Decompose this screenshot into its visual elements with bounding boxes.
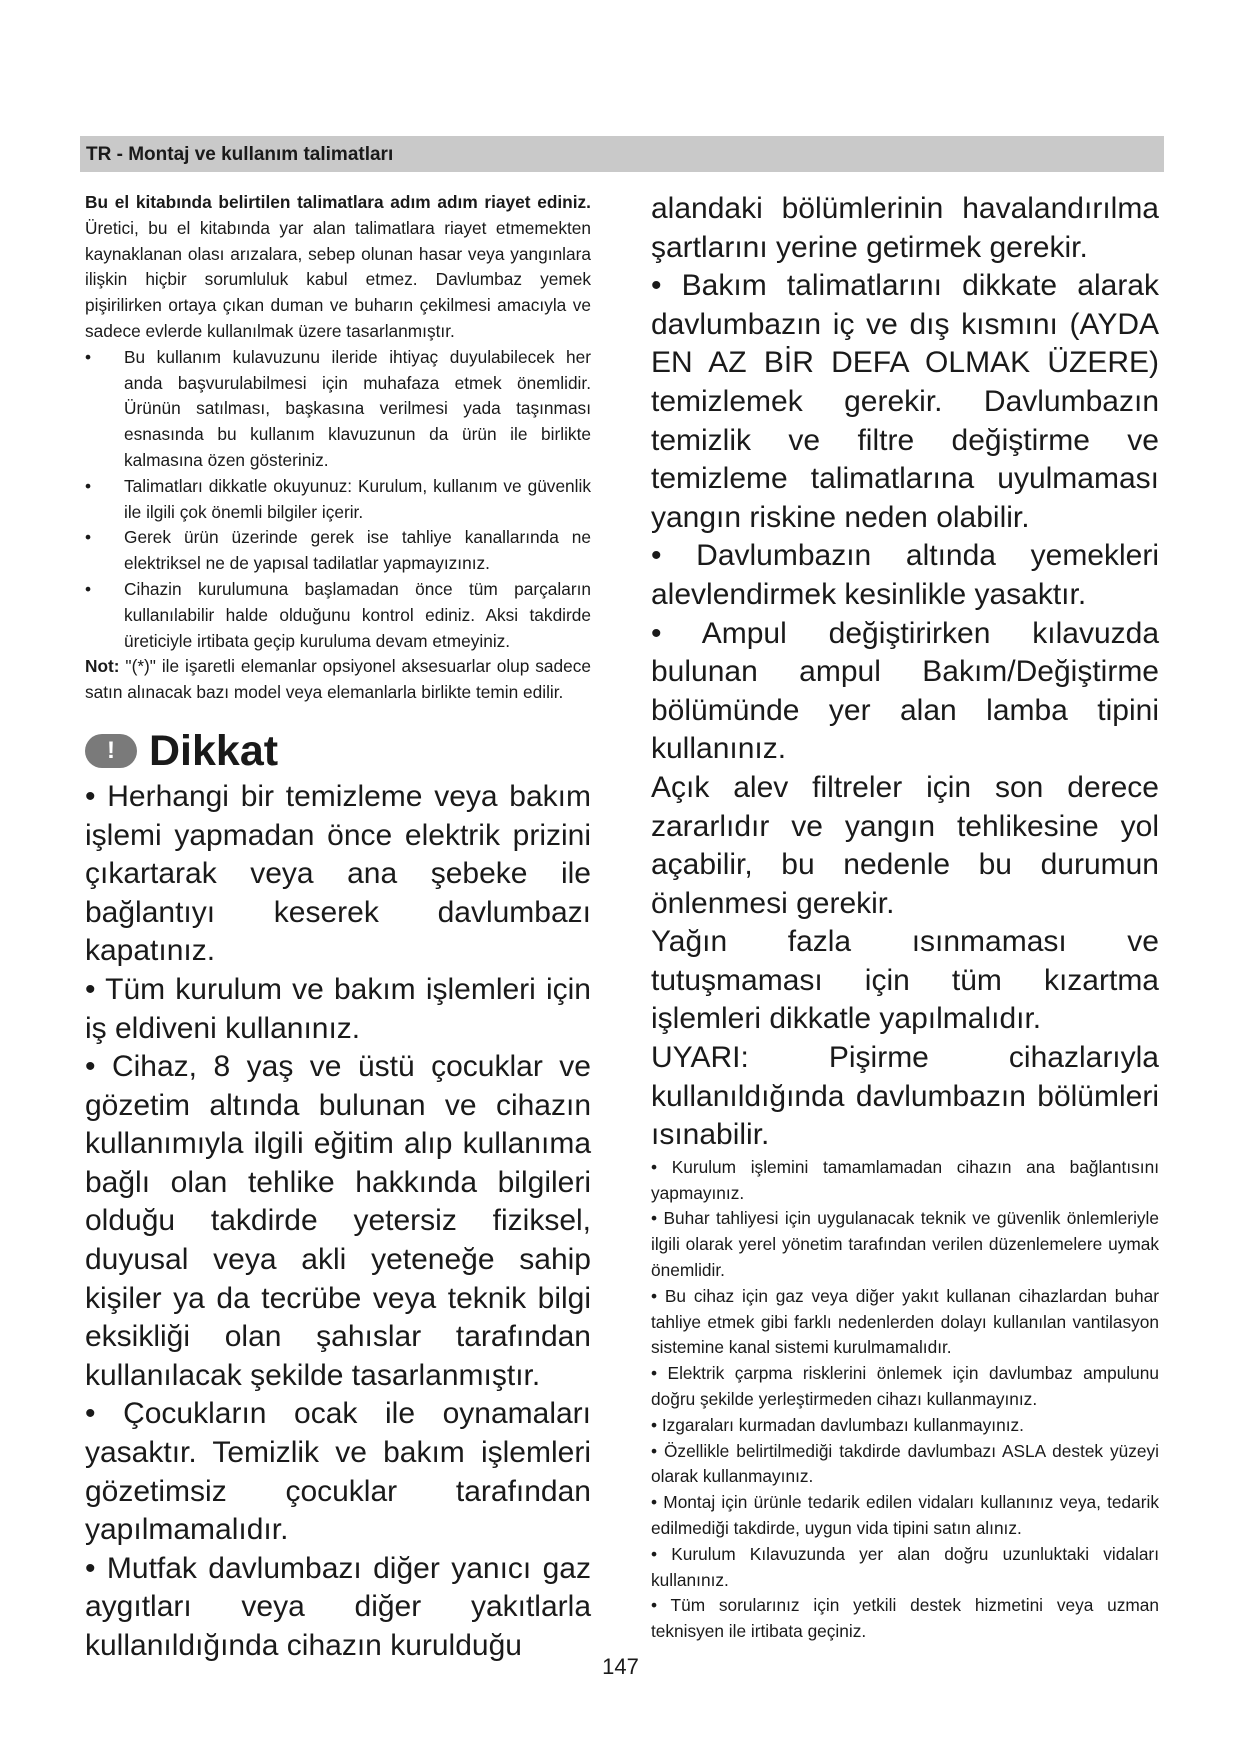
warning-paragraph: alandaki bölümlerinin havalandırılma şartlarını yerine getirmek gerekir. [651,192,1159,264]
warning-heading [85,724,591,778]
warning-paragraph: • Mutfak davlumbazı diğer yanıcı gaz aygıtları veya diğer yakıtlarla kullanıldığında cihazın kurulduğu [85,1551,591,1662]
right-column [651,190,1159,1645]
warning-paragraph: • Çocukların ocak ile oynamaları yasaktır. Temizlik ve bakım işlemleri gözetimsiz çocuklar tarafından yapılmamalıdır. [85,1397,591,1547]
safety-item: • Kurulum işlemini tamamlamadan cihazın ana bağlantısını yapmayınız. [651,1156,1159,1203]
safety-item: • Tüm sorularınız için yetkili destek hizmetini veya uzman teknisyen ile irtibata geçiniz. [651,1595,1159,1642]
note-label: Not: [85,656,120,677]
warning-paragraph: • Tüm kurulum ve bakım işlemleri için iş eldiveni kullanınız. [85,972,591,1045]
warning-paragraph: • Bakım talimatlarını dikkate alarak davlumbazın iç ve dış kısmını (AYDA EN AZ BİR DEFA OLMAK ÜZERE) temizlemek gerekir. Davlumbazın temizlik ve filtre değiştirme ve temizleme talimatlarına uyulmaması yangın riskine neden olabilir. [651,269,1159,534]
warning-paragraph: • Herhangi bir temizleme veya bakım işlemi yapmadan önce elektrik prizini çıkartarak veya ana şebeke ile bağlantıyı keserek davlumbazı kapatınız. [85,779,591,968]
section-header [80,136,1164,172]
list-item: • Talimatları dikkatle okuyunuz: Kurulum, kullanım ve güvenlik ile ilgili çok önemli bilgiler içerir. [85,475,591,522]
left-column [85,190,591,1666]
intro-paragraph [85,190,591,345]
warning-paragraph: UYARI: Pişirme cihazlarıyla kullanıldığında davlumbazın bölümleri ısınabilir. [651,1041,1159,1152]
warning-icon: ! [85,734,137,768]
safety-item: • Buhar tahliyesi için uygulanacak teknik ve güvenlik önlemleriyle ilgili olarak yerel yönetim tarafından verilen düzenlemelere uymak önemlidir. [651,1208,1159,1281]
bullet-dot: • [85,578,92,599]
list-item: • Gerek ürün üzerinde gerek ise tahliye kanallarında ne elektriksel ne de yapısal tadilatlar yapmayızınız. [85,527,591,574]
page-number: 147 [602,1654,639,1679]
list-item: • Bu kullanım kulavuzunu ileride ihtiyaç duyulabilecek her anda başvurulabilmesi için muhafaza etmek önemlidir. Ürünün satılması, başkasına verilmesi yada taşınması esnasında bu kullanım klavuzunun da ürün ile birlikte kalmasına özen gösteriniz. [85,346,591,470]
list-item: • Cihazin kurulumuna başlamadan önce tüm parçaların kullanılabilir halde olduğunu kontrol ediniz. Aksi takdirde üreticiyle irtibata geçip kuruluma devam etmeyiniz. [85,578,591,651]
warning-title: Dikkat [149,726,279,775]
warning-paragraph: Yağın fazla ısınmaması ve tutuşmaması için tüm kızartma işlemleri dikkatle yapılmalıdır. [651,925,1159,1036]
safety-item: • Izgaraları kurmadan davlumbazı kullanmayınız. [651,1414,1024,1435]
safety-item: • Bu cihaz için gaz veya diğer yakıt kullanan cihazlardan buhar tahliye etmek gibi farklı nedenlerden dolayı kullanılan vantilasyon sistemine kanal sistemi kurulmamalıdır. [651,1285,1159,1358]
warning-paragraph: • Ampul değiştirirken kılavuzda bulunan ampul Bakım/Değiştirme bölümünde yer alan lamba tipini kullanınız. [651,616,1159,766]
safety-item: • Montaj için ürünle tedarik edilen vidaları kullanınız veya, tedarik edilmediği takdirde, uygun vida tipini satın alınız. [651,1492,1159,1538]
note-text: "(*)" ile işaretli elemanlar opsiyonel aksesuarlar olup sadece satın alınacak bazı model veya elemanlarla birlikte temin edilir. [85,656,591,703]
note-paragraph [85,654,591,706]
bullet-dot: • [85,346,92,367]
safety-item: • Elektrik çarpma risklerini önlemek için davlumbaz ampulunu doğru şekilde yerleştirmeden cihazı kullanmayınız. [651,1363,1159,1410]
warning-paragraph: • Cihaz, 8 yaş ve üstü çocuklar ve gözetim altında bulunan ve cihazın kullanımıyla ilgili eğitim alıp kullanıma bağlı olan tehlike hakkında bilgileri olduğu takdirde yetersiz fiziksel, duyusal veya akli yeteneğe sahip kişiler ya da tecrübe veya teknik bilgi eksikliği olan şahıslar tarafından kullanılacak şekilde tasarlanmıştır. [85,1050,591,1392]
intro-bold: Bu el kitabında belirtilen talimatlara adım adım riayet ediniz. [85,192,591,212]
safety-item: • Özellikle belirtilmediği takdirde davlumbazı ASLA destek yüzeyi olarak kullanmayınız. [651,1440,1159,1487]
warning-paragraph: Açık alev filtreler için son derece zararlıdır ve yangın tehlikesine yol açabilir, bu nedenle bu durumun önlenmesi gerekir. [651,770,1159,920]
bullet-list [85,345,591,655]
bullet-dot: • [85,475,92,496]
section-title: TR - Montaj ve kullanım talimatları [86,144,394,165]
bullet-dot: • [85,527,92,548]
intro-text: Üretici, bu el kitabında yar alan talimatlara riayet etmemekten kaynaklanan olası arızalara, sebep olunan hasar veya yangınlara ilişkin hiçbir sorumluluk kabul etmez. Davlumbaz yemek pişirilirken ortaya çıkan duman ve buharın çekilmesi amacıyla ve sadece evlerde kullanılmak üzere tasarlanmıştır. [85,217,591,341]
safety-item: • Kurulum Kılavuzunda yer alan doğru uzunluktaki vidaları kullanınız. [651,1543,1159,1590]
left-warning-text [85,778,591,1666]
warning-paragraph: • Davlumbazın altında yemekleri alevlendirmek kesinlikle yasaktır. [651,539,1159,611]
